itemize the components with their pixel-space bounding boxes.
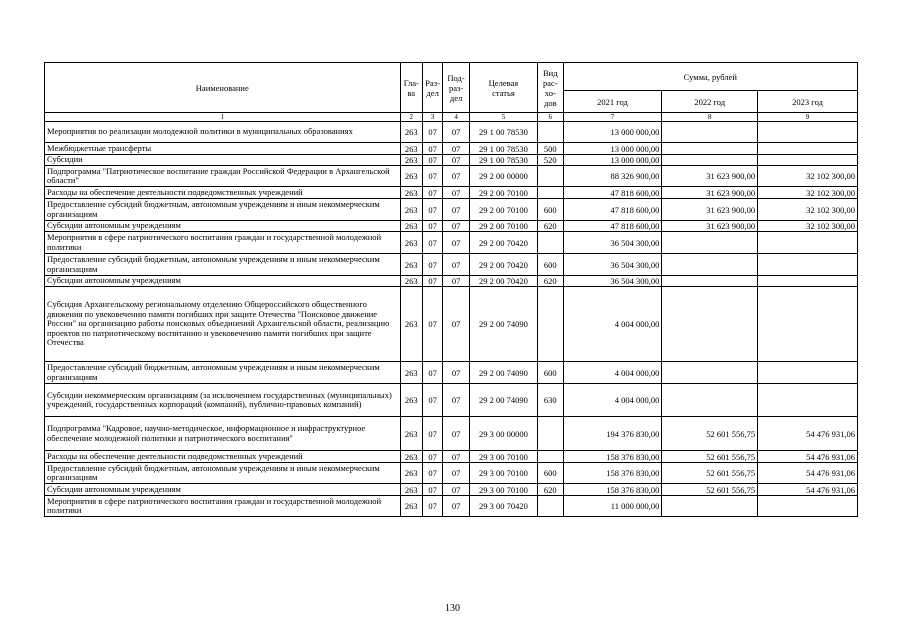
cell-y2021: 13 000 000,00 xyxy=(563,143,662,155)
cell-podrazdel: 07 xyxy=(443,187,469,199)
table-row xyxy=(45,187,858,199)
cell-razdel: 07 xyxy=(422,155,442,166)
cell-vid xyxy=(538,417,563,451)
cell-y2021: 11 000 000,00 xyxy=(563,496,662,517)
table-row xyxy=(45,384,858,417)
header-glava: Гла- ва xyxy=(400,63,422,113)
cell-vid: 600 xyxy=(538,254,563,276)
cell-y2023: 54 476 931,06 xyxy=(758,484,858,496)
table-row xyxy=(45,276,858,287)
table-row xyxy=(45,496,858,517)
cell-y2021: 4 004 000,00 xyxy=(563,384,662,417)
cell-vid: 630 xyxy=(538,384,563,417)
cell-y2021: 47 818 600,00 xyxy=(563,187,662,199)
cell-y2021: 36 504 300,00 xyxy=(563,276,662,287)
table-row xyxy=(45,463,858,484)
cell-name: Подпрограмма "Патриотическое воспитание граждан Российской Федерации в Архангельской области" xyxy=(45,166,401,187)
column-number: 5 xyxy=(469,113,537,122)
table-row xyxy=(45,143,858,155)
cell-glava: 263 xyxy=(400,496,422,517)
cell-vid: 520 xyxy=(538,155,563,166)
table-row xyxy=(45,232,858,254)
cell-y2023: 32 102 300,00 xyxy=(758,221,858,232)
header-sum: Сумма, рублей xyxy=(563,63,857,91)
cell-razdel: 07 xyxy=(422,254,442,276)
cell-y2022 xyxy=(662,122,758,143)
cell-y2021: 47 818 600,00 xyxy=(563,199,662,221)
cell-razdel: 07 xyxy=(422,221,442,232)
cell-podrazdel: 07 xyxy=(443,287,469,362)
cell-y2022: 31 623 900,00 xyxy=(662,221,758,232)
cell-target: 29 2 00 70420 xyxy=(469,276,537,287)
cell-target: 29 1 00 78530 xyxy=(469,155,537,166)
header-razdel: Раз- дел xyxy=(422,63,442,113)
cell-name: Предоставление субсидий бюджетным, автономным учреждениям и иным некоммерческим организациям xyxy=(45,362,401,384)
cell-target: 29 3 00 70100 xyxy=(469,451,537,463)
cell-name: Мероприятия в сфере патриотического воспитания граждан и государственной молодежной политики xyxy=(45,232,401,254)
cell-glava: 263 xyxy=(400,199,422,221)
cell-y2022 xyxy=(662,276,758,287)
cell-vid: 600 xyxy=(538,463,563,484)
cell-razdel: 07 xyxy=(422,276,442,287)
table-row xyxy=(45,362,858,384)
cell-y2023 xyxy=(758,143,858,155)
cell-glava: 263 xyxy=(400,143,422,155)
cell-podrazdel: 07 xyxy=(443,484,469,496)
cell-glava: 263 xyxy=(400,187,422,199)
table-row xyxy=(45,417,858,451)
cell-y2021: 158 376 830,00 xyxy=(563,463,662,484)
cell-glava: 263 xyxy=(400,232,422,254)
cell-podrazdel: 07 xyxy=(443,232,469,254)
table-row xyxy=(45,221,858,232)
cell-podrazdel: 07 xyxy=(443,451,469,463)
table-row xyxy=(45,451,858,463)
cell-y2023: 32 102 300,00 xyxy=(758,199,858,221)
cell-podrazdel: 07 xyxy=(443,254,469,276)
cell-y2023: 54 476 931,06 xyxy=(758,417,858,451)
cell-target: 29 1 00 78530 xyxy=(469,143,537,155)
cell-target: 29 2 00 70100 xyxy=(469,199,537,221)
cell-y2023 xyxy=(758,287,858,362)
cell-y2022 xyxy=(662,155,758,166)
cell-razdel: 07 xyxy=(422,199,442,221)
cell-razdel: 07 xyxy=(422,143,442,155)
cell-y2023 xyxy=(758,155,858,166)
cell-target: 29 2 00 74090 xyxy=(469,362,537,384)
cell-y2023 xyxy=(758,384,858,417)
table-row xyxy=(45,166,858,187)
cell-y2022 xyxy=(662,496,758,517)
column-number: 3 xyxy=(422,113,442,122)
cell-y2022: 31 623 900,00 xyxy=(662,187,758,199)
cell-name: Предоставление субсидий бюджетным, автономным учреждениям и иным некоммерческим организациям xyxy=(45,254,401,276)
cell-name: Субсидии автономным учреждениям xyxy=(45,276,401,287)
cell-glava: 263 xyxy=(400,451,422,463)
cell-podrazdel: 07 xyxy=(443,463,469,484)
cell-razdel: 07 xyxy=(422,166,442,187)
cell-y2022 xyxy=(662,384,758,417)
cell-target: 29 3 00 70100 xyxy=(469,463,537,484)
column-number: 7 xyxy=(563,113,662,122)
cell-y2023 xyxy=(758,232,858,254)
cell-y2021: 13 000 000,00 xyxy=(563,122,662,143)
cell-y2022: 52 601 556,75 xyxy=(662,451,758,463)
cell-razdel: 07 xyxy=(422,463,442,484)
cell-y2022 xyxy=(662,232,758,254)
cell-vid: 620 xyxy=(538,484,563,496)
cell-glava: 263 xyxy=(400,384,422,417)
header-podrazdel: Под- раз- дел xyxy=(443,63,469,113)
cell-glava: 263 xyxy=(400,463,422,484)
cell-glava: 263 xyxy=(400,362,422,384)
header-year-2023: 2023 год xyxy=(758,91,858,113)
cell-y2022: 52 601 556,75 xyxy=(662,484,758,496)
cell-glava: 263 xyxy=(400,417,422,451)
cell-target: 29 2 00 74090 xyxy=(469,384,537,417)
cell-y2021: 158 376 830,00 xyxy=(563,484,662,496)
cell-target: 29 2 00 74090 xyxy=(469,287,537,362)
cell-razdel: 07 xyxy=(422,451,442,463)
cell-target: 29 2 00 70100 xyxy=(469,187,537,199)
cell-podrazdel: 07 xyxy=(443,199,469,221)
cell-y2022 xyxy=(662,254,758,276)
cell-name: Предоставление субсидий бюджетным, автономным учреждениям и иным некоммерческим организациям xyxy=(45,463,401,484)
cell-y2021: 47 818 600,00 xyxy=(563,221,662,232)
cell-razdel: 07 xyxy=(422,484,442,496)
cell-y2023: 54 476 931,06 xyxy=(758,451,858,463)
cell-vid xyxy=(538,496,563,517)
table-row xyxy=(45,122,858,143)
cell-y2022 xyxy=(662,287,758,362)
cell-y2021: 4 004 000,00 xyxy=(563,362,662,384)
header-vid: Вид рас- хо- дов xyxy=(538,63,563,113)
cell-target: 29 2 00 70100 xyxy=(469,221,537,232)
cell-name: Субсидии автономным учреждениям xyxy=(45,221,401,232)
cell-razdel: 07 xyxy=(422,287,442,362)
cell-glava: 263 xyxy=(400,254,422,276)
cell-name: Мероприятия по реализации молодежной политики в муниципальных образованиях xyxy=(45,122,401,143)
cell-name: Субсидия Архангельскому региональному отделению Общероссийского общественного движения по увековечению памяти погибших при защите Отечества "Поисковое движение России" на организацию работы поисковых объединений Архангельской области, реализацию проектов по патриотическому воспитанию и увековечению памяти погибших при защите Отечества xyxy=(45,287,401,362)
cell-target: 29 3 00 70100 xyxy=(469,484,537,496)
cell-y2023: 54 476 931,06 xyxy=(758,463,858,484)
cell-y2023: 32 102 300,00 xyxy=(758,166,858,187)
cell-glava: 263 xyxy=(400,122,422,143)
cell-y2022: 52 601 556,75 xyxy=(662,417,758,451)
cell-target: 29 1 00 78530 xyxy=(469,122,537,143)
cell-y2022: 31 623 900,00 xyxy=(662,166,758,187)
table-row xyxy=(45,484,858,496)
cell-podrazdel: 07 xyxy=(443,155,469,166)
cell-name: Мероприятия в сфере патриотического воспитания граждан и государственной молодежной политики xyxy=(45,496,401,517)
cell-glava: 263 xyxy=(400,166,422,187)
header-year-2022: 2022 год xyxy=(662,91,758,113)
cell-podrazdel: 07 xyxy=(443,122,469,143)
cell-target: 29 2 00 70420 xyxy=(469,232,537,254)
cell-podrazdel: 07 xyxy=(443,384,469,417)
cell-y2022: 52 601 556,75 xyxy=(662,463,758,484)
column-number: 2 xyxy=(400,113,422,122)
cell-y2022 xyxy=(662,143,758,155)
header-target: Целевая статья xyxy=(469,63,537,113)
cell-glava: 263 xyxy=(400,276,422,287)
cell-vid: 600 xyxy=(538,362,563,384)
cell-vid: 620 xyxy=(538,276,563,287)
column-number: 6 xyxy=(538,113,563,122)
cell-podrazdel: 07 xyxy=(443,417,469,451)
cell-y2023 xyxy=(758,362,858,384)
cell-y2021: 158 376 830,00 xyxy=(563,451,662,463)
cell-vid xyxy=(538,166,563,187)
column-number: 9 xyxy=(758,113,858,122)
column-number: 8 xyxy=(662,113,758,122)
cell-vid: 620 xyxy=(538,221,563,232)
cell-name: Расходы на обеспечение деятельности подведомственных учреждений xyxy=(45,451,401,463)
table-row xyxy=(45,199,858,221)
cell-podrazdel: 07 xyxy=(443,362,469,384)
column-number: 1 xyxy=(45,113,401,122)
cell-vid xyxy=(538,287,563,362)
cell-target: 29 3 00 00000 xyxy=(469,417,537,451)
cell-vid xyxy=(538,451,563,463)
cell-y2021: 36 504 300,00 xyxy=(563,232,662,254)
cell-y2023 xyxy=(758,254,858,276)
table-row xyxy=(45,254,858,276)
cell-vid: 600 xyxy=(538,199,563,221)
cell-glava: 263 xyxy=(400,287,422,362)
cell-name: Расходы на обеспечение деятельности подведомственных учреждений xyxy=(45,187,401,199)
cell-name: Субсидии некоммерческим организациям (за исключением государственных (муниципальных) учреждений, государственных корпораций (компаний), публично-правовых компаний) xyxy=(45,384,401,417)
header-year-2021: 2021 год xyxy=(563,91,662,113)
cell-razdel: 07 xyxy=(422,362,442,384)
cell-vid xyxy=(538,122,563,143)
cell-name: Межбюджетные трансферты xyxy=(45,143,401,155)
table-row xyxy=(45,287,858,362)
table-row xyxy=(45,155,858,166)
cell-y2022 xyxy=(662,362,758,384)
budget-table xyxy=(44,62,858,517)
cell-razdel: 07 xyxy=(422,187,442,199)
cell-y2023 xyxy=(758,276,858,287)
cell-target: 29 2 00 00000 xyxy=(469,166,537,187)
cell-vid: 500 xyxy=(538,143,563,155)
cell-y2021: 194 376 830,00 xyxy=(563,417,662,451)
cell-y2021: 4 004 000,00 xyxy=(563,287,662,362)
cell-y2023 xyxy=(758,496,858,517)
page-number: 130 xyxy=(445,603,460,614)
cell-y2023 xyxy=(758,122,858,143)
header-name: Наименование xyxy=(45,63,401,113)
cell-target: 29 3 00 70420 xyxy=(469,496,537,517)
column-number: 4 xyxy=(443,113,469,122)
cell-target: 29 2 00 70420 xyxy=(469,254,537,276)
cell-y2021: 13 000 000,00 xyxy=(563,155,662,166)
cell-name: Субсидии xyxy=(45,155,401,166)
cell-razdel: 07 xyxy=(422,417,442,451)
cell-name: Предоставление субсидий бюджетным, автономным учреждениям и иным некоммерческим организациям xyxy=(45,199,401,221)
column-number-row xyxy=(45,113,858,122)
cell-podrazdel: 07 xyxy=(443,276,469,287)
cell-name: Подпрограмма "Кадровое, научно-методическое, информационное и инфраструктурное обеспечение молодежной политики и патриотического воспитания" xyxy=(45,417,401,451)
cell-glava: 263 xyxy=(400,484,422,496)
cell-glava: 263 xyxy=(400,221,422,232)
cell-y2021: 36 504 300,00 xyxy=(563,254,662,276)
cell-vid xyxy=(538,187,563,199)
cell-y2023: 32 102 300,00 xyxy=(758,187,858,199)
cell-podrazdel: 07 xyxy=(443,166,469,187)
cell-podrazdel: 07 xyxy=(443,143,469,155)
cell-razdel: 07 xyxy=(422,122,442,143)
cell-name: Субсидии автономным учреждениям xyxy=(45,484,401,496)
cell-y2022: 31 623 900,00 xyxy=(662,199,758,221)
cell-y2021: 88 326 900,00 xyxy=(563,166,662,187)
table-body xyxy=(45,122,858,517)
cell-glava: 263 xyxy=(400,155,422,166)
cell-razdel: 07 xyxy=(422,384,442,417)
cell-vid xyxy=(538,232,563,254)
cell-razdel: 07 xyxy=(422,232,442,254)
cell-razdel: 07 xyxy=(422,496,442,517)
cell-podrazdel: 07 xyxy=(443,221,469,232)
cell-podrazdel: 07 xyxy=(443,496,469,517)
